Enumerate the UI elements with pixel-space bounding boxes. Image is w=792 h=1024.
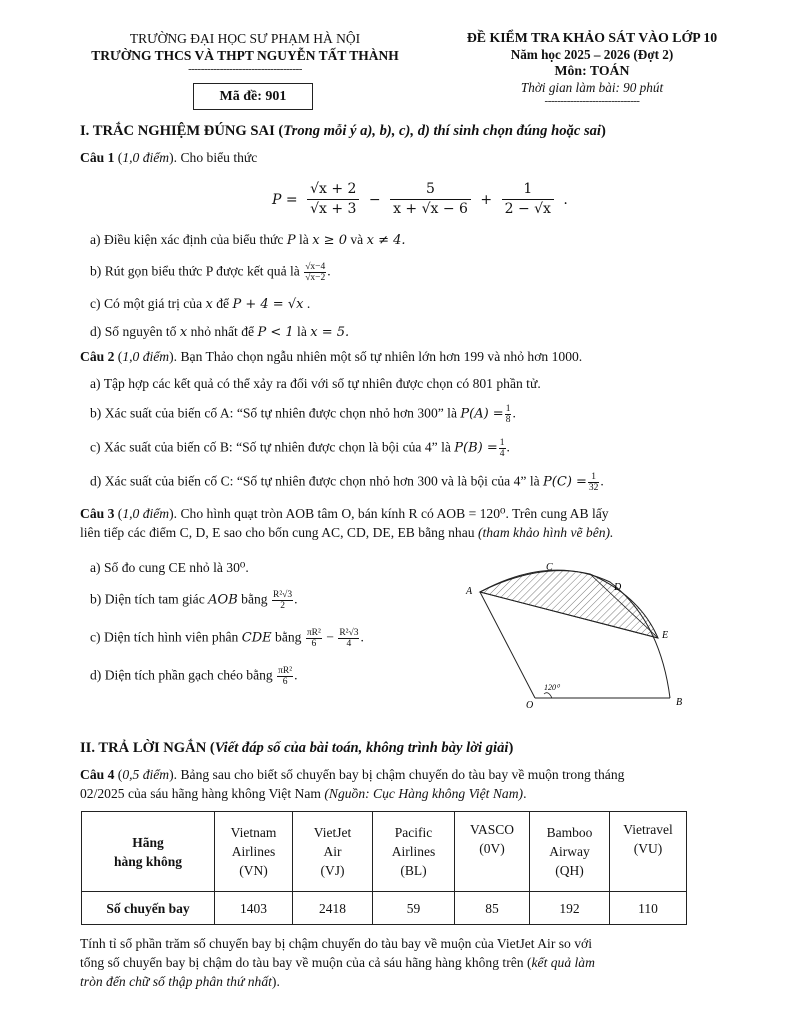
q1c-text: c) Có một giá trị của bbox=[90, 296, 206, 311]
q4-task-line2 bbox=[80, 955, 595, 971]
label-o: O bbox=[526, 700, 534, 711]
q1c-mid: để bbox=[212, 296, 233, 311]
airline-vj bbox=[293, 812, 373, 892]
q2d-text: d) Xác suất của biến cố C: “Số tự nhiên được chọn nhỏ hơn 300 và là bội của 4” là bbox=[90, 473, 544, 489]
header-label-line1: Hãng bbox=[132, 834, 164, 850]
q3-points: 1,0 điểm bbox=[122, 506, 170, 521]
label-d: D bbox=[614, 582, 622, 593]
q3c-mid: bằng bbox=[271, 629, 305, 645]
q3-option-a: a) Số đo cung CE nhỏ là 30⁰. bbox=[90, 560, 249, 575]
sector-figure bbox=[460, 560, 700, 720]
q2b-period: . bbox=[512, 405, 516, 421]
q2d-fraction bbox=[588, 472, 600, 493]
airline-vj-line3: (VJ) bbox=[320, 863, 345, 878]
q3b-num: R²√3 bbox=[273, 590, 293, 600]
angle-arc bbox=[544, 693, 552, 698]
formula-minus: − bbox=[368, 191, 381, 208]
q3c-fraction-2 bbox=[338, 628, 359, 649]
value-qh: 192 bbox=[530, 892, 610, 925]
q2-points: 1,0 điểm bbox=[122, 349, 170, 364]
q1b-den: √x−2 bbox=[305, 273, 326, 283]
q2-option-d bbox=[90, 472, 604, 493]
q3b-period: . bbox=[294, 591, 298, 607]
hatched-region bbox=[480, 571, 658, 638]
school-year: Năm học 2025 – 2026 (Đợt 2) bbox=[510, 46, 674, 62]
q4-task-line3 bbox=[80, 974, 280, 990]
q4-points: 0,5 điểm bbox=[122, 767, 170, 782]
q1b-num: √x−4 bbox=[305, 262, 326, 272]
q2d-den: 32 bbox=[588, 483, 599, 493]
radius-oa bbox=[480, 592, 535, 698]
formula-fraction-2 bbox=[390, 180, 471, 219]
f2-denominator: x + √x − 6 bbox=[393, 201, 468, 217]
label-a: A bbox=[466, 586, 473, 597]
q3b-fraction bbox=[272, 590, 293, 611]
value-vu: 110 bbox=[610, 892, 687, 925]
airline-0v-line1: VASCO bbox=[469, 822, 515, 837]
flight-delay-table bbox=[81, 811, 687, 925]
q3d-num: πR² bbox=[278, 666, 293, 676]
q4-line1-text: . Bảng sau cho biết số chuyến bay bị chậm chuyến do tàu bay về muộn trong tháng bbox=[173, 767, 625, 782]
q1c-end: . bbox=[303, 296, 311, 311]
airline-vu-line2: (VU) bbox=[633, 841, 663, 856]
q2c-period: . bbox=[506, 439, 510, 455]
q2-intro: Câu 2 (1,0 điểm). Bạn Thảo chọn ngẫu nhiên một số tự nhiên lớn hơn 199 và nhỏ hơn 1000. bbox=[80, 349, 583, 364]
q2b-math: P(A) = bbox=[460, 406, 504, 422]
q3-line2 bbox=[80, 525, 613, 541]
q4-task-line3-end: ). bbox=[271, 974, 280, 989]
q3c-var: CDE bbox=[241, 630, 272, 646]
value-vj: 2418 bbox=[293, 892, 373, 925]
q4-task-line2-text: tổng số chuyến bay bị chậm do tàu bay về muộn của cả sáu hãng hàng không trên ( bbox=[80, 955, 532, 970]
q2c-fraction bbox=[499, 438, 506, 459]
airline-vn-line2: Airlines bbox=[231, 844, 276, 859]
airline-qh-line3: (QH) bbox=[555, 863, 584, 878]
q1a-text: a) Điều kiện xác định của biểu thức bbox=[90, 232, 287, 247]
formula-plus: + bbox=[480, 191, 493, 208]
label-c: C bbox=[546, 562, 553, 573]
q4-line2 bbox=[80, 786, 526, 802]
q1a-mid: là bbox=[295, 232, 313, 247]
airline-vu-line1: Vietravel bbox=[623, 822, 673, 837]
airline-vn-line1: Vietnam bbox=[230, 825, 277, 840]
q1b-text: b) Rút gọn biểu thức P được kết quả là bbox=[90, 263, 304, 279]
q3-option-c bbox=[90, 628, 364, 649]
formula-end: . bbox=[563, 191, 568, 208]
q1a-math2: x ≠ 4. bbox=[366, 233, 406, 248]
q3-option-d bbox=[90, 666, 297, 687]
q4-line2-italic: (Nguồn: Cục Hàng không Việt Nam) bbox=[324, 786, 524, 801]
f1-numerator: √x + 2 bbox=[307, 180, 359, 200]
q1-option-b bbox=[90, 262, 331, 283]
q2b-den: 8 bbox=[505, 415, 511, 425]
q3-line2-italic: (tham khảo hình vẽ bên). bbox=[477, 525, 614, 540]
q1a-var: P bbox=[286, 233, 296, 248]
exam-title: ĐỀ KIỂM TRA KHẢO SÁT VÀO LỚP 10 bbox=[466, 30, 718, 45]
section1-title-italic: Trong mỗi ý a), b), c), d) thí sinh chọn đúng hoặc sai bbox=[283, 123, 601, 139]
subject: Môn: TOÁN bbox=[554, 63, 630, 78]
section2-title-text: II. TRẢ LỜI NGẮN ( bbox=[80, 740, 215, 756]
airline-0v bbox=[455, 812, 530, 892]
label-e: E bbox=[662, 630, 669, 641]
airline-vj-line1: VietJet bbox=[313, 825, 352, 840]
q3d-text: d) Diện tích phần gạch chéo bằng bbox=[90, 667, 277, 683]
q2c-den: 4 bbox=[499, 449, 505, 459]
q2c-math: P(B) = bbox=[454, 440, 498, 456]
q4-task-line2-italic: kết quả làm bbox=[531, 955, 595, 970]
airline-bl bbox=[373, 812, 455, 892]
q2-option-c bbox=[90, 438, 510, 459]
table-data-row bbox=[82, 892, 687, 925]
airline-qh-line1: Bamboo bbox=[546, 825, 593, 840]
q1-option-d bbox=[90, 324, 349, 340]
right-rule: ------------------------------ bbox=[544, 95, 640, 107]
q4-task-line3-italic: tròn đến chữ số thập phân thứ nhất bbox=[80, 974, 272, 989]
q2-label: Câu 2 bbox=[80, 349, 115, 364]
airline-vn bbox=[215, 812, 293, 892]
airline-vu bbox=[610, 812, 687, 892]
header-left bbox=[70, 30, 420, 78]
q3d-period: . bbox=[294, 667, 298, 683]
q1a-math: x ≥ 0 bbox=[312, 233, 347, 248]
q1d-mid2: là bbox=[293, 324, 311, 339]
q4-line2-text: 02/2025 của sáu hãng hàng không Việt Nam bbox=[80, 786, 325, 801]
airline-qh-line2: Airway bbox=[549, 844, 590, 859]
q1-option-a bbox=[90, 232, 406, 248]
value-0v: 85 bbox=[455, 892, 530, 925]
q3c-period: . bbox=[360, 629, 364, 645]
f3-denominator: 2 − √x bbox=[504, 201, 551, 217]
q3b-text: b) Diện tích tam giác bbox=[90, 591, 209, 607]
q1-points: 1,0 điểm bbox=[122, 150, 170, 165]
q3c-fraction-1 bbox=[306, 628, 322, 649]
q2b-fraction bbox=[505, 404, 512, 425]
q2-intro-text: . Bạn Thảo chọn ngẫu nhiên một số tự nhiên lớn hơn 199 và nhỏ hơn 1000. bbox=[173, 349, 583, 364]
q3c-minus: − bbox=[322, 629, 338, 645]
q1b-end: . bbox=[327, 263, 331, 279]
section1-title bbox=[80, 123, 606, 140]
section2-title-italic: Viết đáp số của bài toán, không trình bày lời giải bbox=[214, 740, 509, 756]
q1a-and: và bbox=[346, 232, 367, 247]
value-bl: 59 bbox=[373, 892, 455, 925]
airline-0v-line2: (0V) bbox=[479, 841, 505, 856]
airline-qh bbox=[530, 812, 610, 892]
f3-numerator: 1 bbox=[502, 180, 554, 200]
airline-vj-line2: Air bbox=[323, 844, 342, 859]
airline-bl-line2: Airlines bbox=[391, 844, 436, 859]
q4-line2-end: . bbox=[523, 786, 527, 801]
row-label-cell: Số chuyến bay bbox=[82, 892, 215, 925]
school-name: TRƯỜNG THCS VÀ THPT NGUYỄN TẤT THÀNH bbox=[91, 48, 399, 63]
header-right bbox=[432, 30, 752, 110]
q1-intro: Câu 1 (1,0 điểm). Cho biểu thức bbox=[80, 150, 258, 165]
q1d-math: P < 1 bbox=[257, 325, 294, 340]
exam-code-box: Mã đề: 901 bbox=[193, 83, 313, 110]
q3b-mid: bằng bbox=[237, 591, 271, 607]
q3d-fraction bbox=[277, 666, 293, 687]
f1-denominator: √x + 3 bbox=[310, 201, 357, 217]
q1-option-c bbox=[90, 296, 310, 312]
q3-line1: Câu 3 (1,0 điểm). Cho hình quạt tròn AOB tâm O, bán kính R có AOB = 120⁰. Trên cung AB lấy bbox=[80, 506, 609, 521]
formula-lhs: P = bbox=[272, 191, 298, 208]
q1d-text: d) Số nguyên tố bbox=[90, 324, 180, 339]
section1-title-text: I. TRẮC NGHIỆM ĐÚNG SAI ( bbox=[80, 123, 284, 139]
q3-line1-text: . Cho hình quạt tròn AOB tâm O, bán kính R có AOB = 120⁰. Trên cung AB lấy bbox=[173, 506, 609, 521]
q1-intro-text: . Cho biểu thức bbox=[173, 150, 258, 165]
q2-option-a: a) Tập hợp các kết quả có thể xảy ra đối với số tự nhiên được chọn có 801 phần tử. bbox=[90, 376, 541, 391]
section2-title bbox=[80, 740, 513, 757]
header-airline-cell bbox=[82, 812, 215, 892]
q1-formula bbox=[270, 180, 570, 219]
table-header-row bbox=[82, 812, 687, 892]
q1d-math2: x = 5. bbox=[310, 325, 350, 340]
q3-line2-text: liên tiếp các điểm C, D, E sao cho bốn cung AC, CD, DE, EB bằng nhau bbox=[80, 525, 478, 540]
formula-fraction-3 bbox=[502, 180, 554, 219]
q4-task-line1: Tính tỉ số phần trăm số chuyến bay bị chậm chuyến do tàu bay về muộn của VietJet Air so với bbox=[80, 936, 593, 951]
q2c-num: 1 bbox=[499, 438, 505, 448]
q3b-var: AOB bbox=[208, 592, 238, 608]
q2b-num: 1 bbox=[505, 404, 511, 414]
q1d-var: x bbox=[179, 325, 188, 340]
q1d-mid: nhỏ nhất để bbox=[187, 324, 258, 339]
q3c-num1: πR² bbox=[306, 628, 321, 638]
angle-label: 120⁰ bbox=[544, 683, 560, 692]
airline-bl-line3: (BL) bbox=[400, 863, 427, 878]
q2b-text: b) Xác suất của biến cố A: “Số tự nhiên được chọn nhỏ hơn 300” là bbox=[90, 405, 461, 421]
q3c-den2: 4 bbox=[346, 639, 352, 649]
q3-label: Câu 3 bbox=[80, 506, 115, 521]
q2-option-b bbox=[90, 404, 516, 425]
q2c-text: c) Xác suất của biến cố B: “Số tự nhiên được chọn là bội của 4” là bbox=[90, 439, 455, 455]
header-label-line2: hàng không bbox=[114, 853, 182, 869]
q3c-num2: R²√3 bbox=[339, 628, 359, 638]
f2-numerator: 5 bbox=[390, 180, 471, 200]
airline-bl-line1: Pacific bbox=[394, 825, 433, 840]
duration: Thời gian làm bài: 90 phút bbox=[520, 79, 664, 95]
section1-title-close: ) bbox=[601, 123, 606, 139]
q3c-text: c) Diện tích hình viên phân bbox=[90, 629, 242, 645]
q1c-math: P + 4 = √x bbox=[232, 297, 304, 312]
value-vn: 1403 bbox=[215, 892, 293, 925]
q4-line1: Câu 4 (0,5 điểm). Bảng sau cho biết số chuyến bay bị chậm chuyến do tàu bay về muộn trong tháng bbox=[80, 767, 625, 782]
q1c-var: x bbox=[205, 297, 213, 312]
q3-option-b bbox=[90, 590, 298, 611]
section2-title-close: ) bbox=[508, 740, 514, 756]
q2d-math: P(C) = bbox=[543, 474, 587, 490]
q2d-num: 1 bbox=[588, 472, 600, 483]
q3b-den: 2 bbox=[280, 601, 285, 611]
q1-label: Câu 1 bbox=[80, 150, 115, 165]
q3c-den1: 6 bbox=[311, 639, 317, 649]
label-b: B bbox=[676, 697, 683, 708]
q2d-period: . bbox=[600, 473, 604, 489]
airline-vn-line3: (VN) bbox=[239, 863, 268, 878]
left-rule: ------------------------------------ bbox=[188, 63, 302, 75]
formula-fraction-1 bbox=[307, 180, 359, 219]
university-name: TRƯỜNG ĐẠI HỌC SƯ PHẠM HÀ NỘI bbox=[129, 31, 361, 46]
q4-label: Câu 4 bbox=[80, 767, 115, 782]
q3d-den: 6 bbox=[282, 677, 288, 687]
q1b-fraction bbox=[304, 262, 326, 283]
